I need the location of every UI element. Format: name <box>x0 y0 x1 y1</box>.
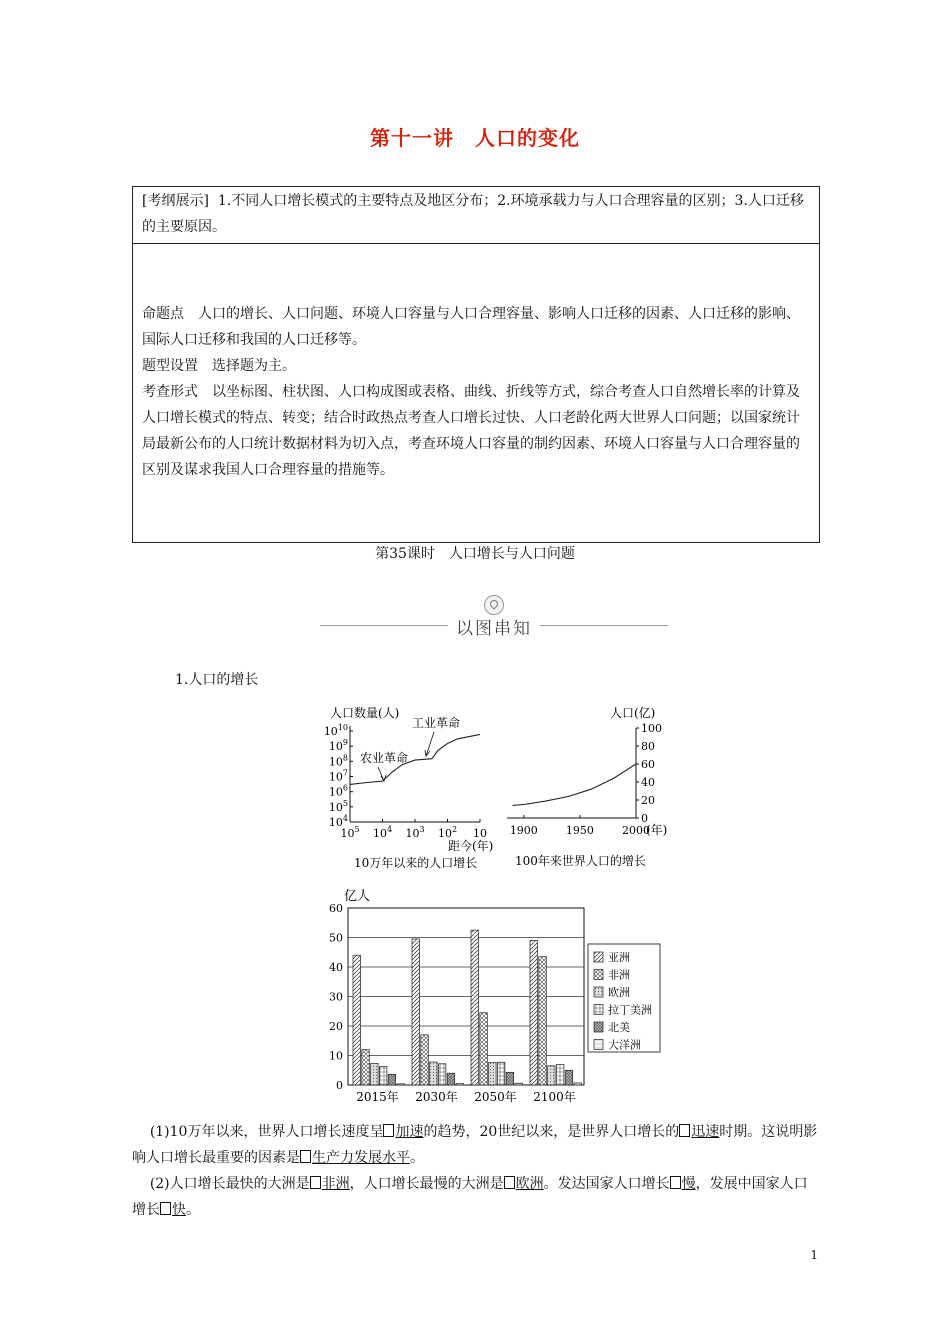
chart2-ylabel: 人口(亿) <box>610 706 656 720</box>
bar <box>574 1083 582 1085</box>
tick-label: 30 <box>329 990 343 1004</box>
tick-label: 20 <box>329 1020 343 1033</box>
divider-right <box>540 625 668 626</box>
bar <box>506 1072 514 1085</box>
tick-label: $10^2$ <box>437 825 458 840</box>
bar <box>530 940 538 1085</box>
tick-label: 20 <box>641 794 655 807</box>
tick-label: $10^5$ <box>340 825 360 840</box>
tick-label: 10 <box>473 827 487 840</box>
legend-label: 北美 <box>608 1021 630 1034</box>
tick-label: 1900 <box>509 824 538 837</box>
question-1: (1)10万年以来，世界人口增长速度呈 加速的趋势，20世纪以来，是世界人口增长的 迅速时期。这说明影响人口增长最重要的因素是 生产力发展水平。 <box>132 1124 818 1166</box>
chart2-series-line <box>513 764 636 805</box>
category-label: 2015年 <box>356 1090 399 1104</box>
legend-label: 欧洲 <box>608 986 630 999</box>
legend-swatch <box>594 952 603 962</box>
chart2-title: 100年来世界人口的增长 <box>515 854 646 868</box>
bar <box>497 1062 505 1085</box>
legend-swatch <box>594 1005 603 1015</box>
chart3-ylabel: 亿人 <box>344 889 371 904</box>
chart1-arrow-industrial <box>426 732 434 756</box>
bar <box>515 1083 523 1085</box>
tick-label: $10^3$ <box>405 825 425 840</box>
chart1-xlabel: 距今(年) <box>448 839 494 853</box>
tick-label: $10^8$ <box>328 753 348 769</box>
tick-label: 60 <box>329 902 343 915</box>
chart-population-100k-years <box>318 700 508 875</box>
exam-point: 命题点 人口的增长、人口问题、环境人口容量与人口合理容量、影响人口迁移的因素、人口迁移的影响、国际人口迁移和我国的人口迁移等。 <box>142 306 800 348</box>
category-label: 2050年 <box>474 1090 517 1104</box>
tick-label: 10 <box>329 1049 343 1063</box>
tick-label: 40 <box>641 776 655 789</box>
bar <box>421 1035 429 1085</box>
category-label: 2100年 <box>533 1090 576 1104</box>
answer-box-icon <box>310 1176 321 1189</box>
answer-1-1: 加速 <box>395 1124 424 1140</box>
answer-2-3: 慢 <box>681 1176 696 1192</box>
tick-label: 80 <box>641 740 655 753</box>
tick-label: $10^{10}$ <box>323 723 348 738</box>
tick-label: $10^4$ <box>328 814 348 829</box>
chart2-xlabel: (年) <box>646 823 668 837</box>
tick-label: 1950 <box>565 824 594 837</box>
bar <box>371 1063 379 1085</box>
outline-box <box>132 186 820 244</box>
answer-1-3: 生产力发展水平 <box>312 1150 410 1166</box>
answer-box-icon <box>160 1202 171 1215</box>
bar <box>362 1050 370 1085</box>
divider-left <box>320 625 448 626</box>
answer-2-4: 快 <box>172 1202 186 1218</box>
outline-content: 1.不同人口增长模式的主要特点及地区分布；2.环境承载力与人口合理容量的区别；3.人口迁移的主要原因。 <box>142 193 804 235</box>
legend-swatch <box>594 1022 603 1032</box>
tick-label: $10^9$ <box>328 738 348 754</box>
answer-box-icon <box>670 1176 681 1189</box>
legend-swatch <box>594 970 603 980</box>
tick-label: $10^7$ <box>328 768 348 784</box>
legend-swatch <box>594 1040 603 1050</box>
item-heading: 1.人口的增长 <box>175 672 259 688</box>
exam-form: 考查形式 以坐标图、柱状图、人口构成图或表格、曲线、折线等方式，综合考查人口自然增长率的计算及人口增长模式的特点、转变；结合时政热点考查人口增长过快、人口老龄化两大世界人口问题；以国家统计局最新公布的人口统计数据材料为切入点，考查环境人口容量的制约因素、环境人口容量与人口合理容量的区别及谋求我国人口合理容量的措施等。 <box>142 384 800 478</box>
bar <box>565 1070 573 1085</box>
category-label: 2030年 <box>415 1090 458 1104</box>
legend-label: 非洲 <box>608 968 630 982</box>
chart1-title: 10万年以来的人口增长 <box>354 856 478 870</box>
question-type: 题型设置 选择题为主。 <box>142 358 296 374</box>
bar <box>353 955 361 1085</box>
bar <box>456 1084 464 1085</box>
tick-label: 2000 <box>622 824 650 837</box>
chart1-annotation-industrial: 工业革命 <box>412 716 461 730</box>
bar <box>539 957 547 1085</box>
bar <box>412 939 420 1085</box>
bar <box>438 1064 446 1085</box>
chart1-ylabel: 人口数量(人) <box>330 706 400 720</box>
outline-label: [考纲展示] <box>142 193 209 209</box>
bar <box>480 1013 488 1085</box>
bar <box>379 1066 387 1085</box>
tick-label: 0 <box>336 1079 343 1092</box>
chart-population-by-continent <box>318 882 668 1107</box>
answer-box-icon <box>383 1124 394 1137</box>
tick-label: 60 <box>641 758 655 771</box>
tick-label: 50 <box>329 931 343 945</box>
answer-2-1: 非洲 <box>321 1176 350 1192</box>
legend-label: 拉丁美洲 <box>608 1003 652 1017</box>
tick-label: $10^6$ <box>328 783 348 799</box>
tick-label: 100 <box>641 722 662 735</box>
bar <box>489 1063 497 1085</box>
bar <box>556 1064 564 1085</box>
chart1-annotation-agri: 农业革命 <box>360 751 409 765</box>
page-title: 第十一讲 人口的变化 <box>370 126 580 150</box>
tick-label: 0 <box>641 812 648 825</box>
location-pin-icon <box>484 595 504 615</box>
answer-2-2: 欧洲 <box>515 1176 544 1192</box>
bar <box>388 1074 396 1085</box>
bar <box>548 1066 556 1085</box>
exam-info-box <box>132 242 820 543</box>
question-2: (2)人口增长最快的大洲是 非洲，人口增长最慢的大洲是 欧洲。发达国家人口增长 慢，发展中国家人口增长 快。 <box>132 1176 808 1218</box>
lesson-title: 第35课时 人口增长与人口问题 <box>375 546 575 562</box>
exam-info-text <box>142 301 811 483</box>
legend-label: 大洋洲 <box>608 1038 641 1052</box>
bar <box>430 1062 438 1085</box>
outline-text <box>142 188 811 240</box>
page-number: 1 <box>810 1248 818 1262</box>
section-heading: 以图串知 <box>456 619 532 639</box>
tick-label: $10^4$ <box>372 825 393 840</box>
legend-label: 亚洲 <box>608 951 630 964</box>
chart-population-100-years <box>505 700 685 875</box>
answer-box-icon <box>300 1150 311 1163</box>
answer-box-icon <box>679 1124 690 1137</box>
tick-label: $10^5$ <box>328 798 348 814</box>
bar <box>447 1073 455 1085</box>
bar <box>471 930 479 1085</box>
tick-label: 40 <box>329 961 343 974</box>
bar <box>397 1084 405 1085</box>
legend-swatch <box>594 987 603 997</box>
answer-box-icon <box>504 1176 515 1189</box>
answer-1-2: 迅速 <box>691 1124 720 1140</box>
